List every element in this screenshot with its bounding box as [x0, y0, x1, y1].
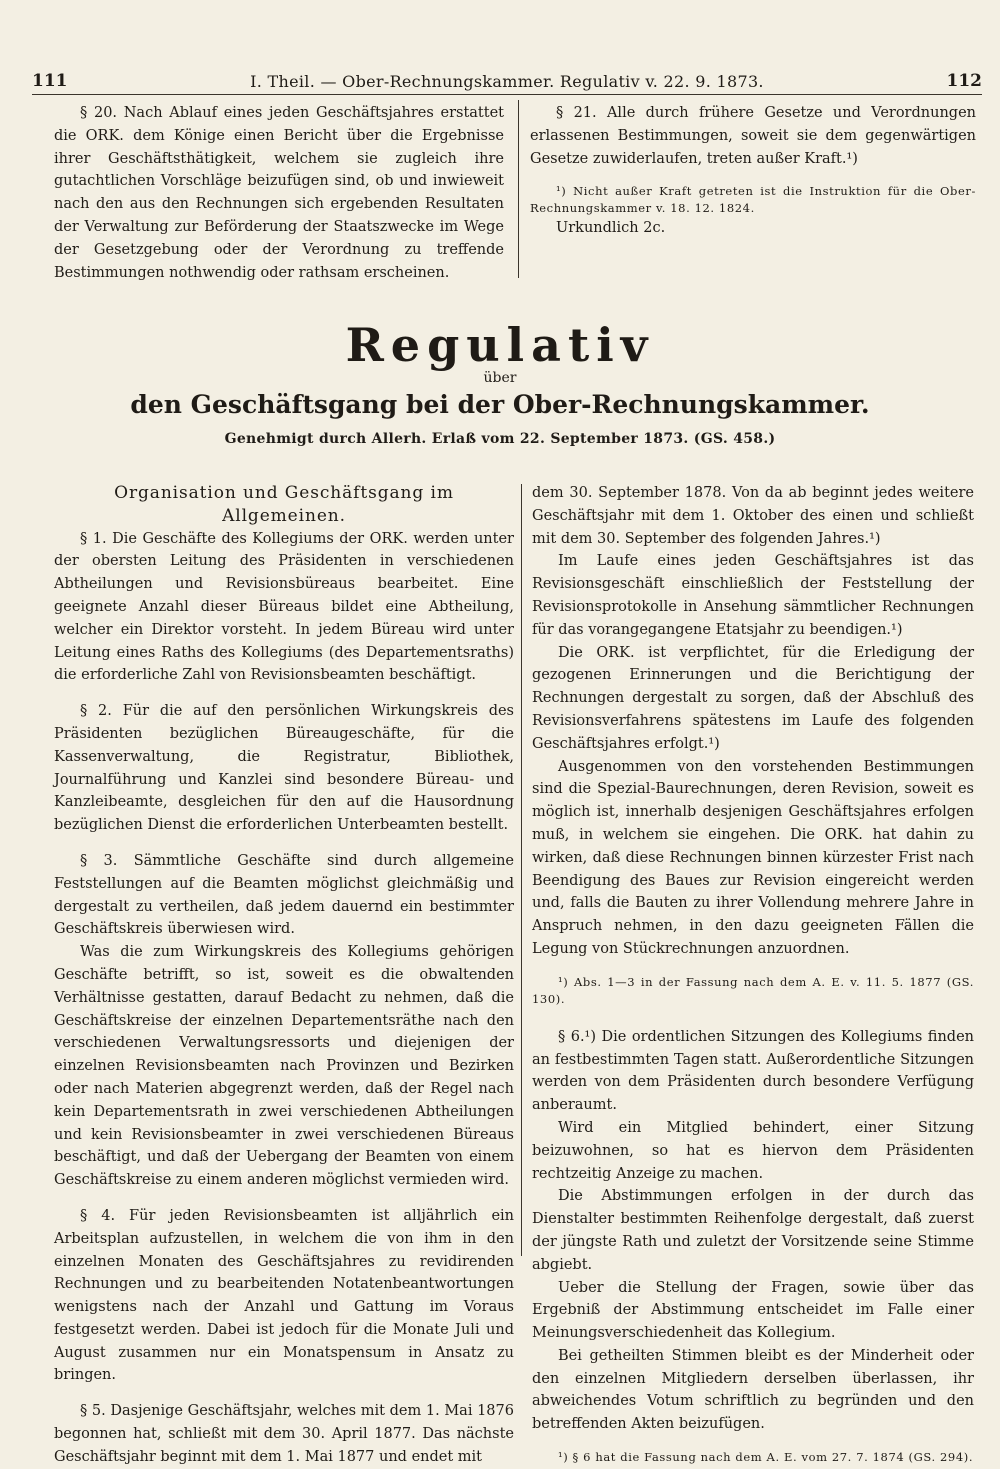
footnote-21: ¹) Nicht außer Kraft getreten ist die Instruktion für die Ober-Rechnungskammer v. 18. 12. 1824.	[530, 184, 976, 216]
page-header	[32, 66, 982, 96]
document-title-block	[0, 318, 1000, 450]
main-right-column	[532, 482, 974, 1466]
column-divider-main	[521, 484, 522, 1256]
paragraph-6-d: Ueber die Stellung der Fragen, sowie über das Ergebniß der Abstimmung entscheidet im Falle einer Meinungsverschiedenheit das Kollegium.	[532, 1279, 974, 1342]
paragraph-5-b: Im Laufe eines jeden Geschäftsjahres ist das Revisionsgeschäft einschließlich der Feststellung der Revisionsprotokolle in Ansehung sämmtlicher Rechnungen für das vorangegangene Etatsjahr zu beendigen.¹)	[532, 553, 974, 638]
paragraph-6-e: Bei getheilten Stimmen bleibt es der Minderheit oder den einzelnen Mitgliedern derselben überlassen, ihr abweichendes Votum schriftlich zu begründen und den betreffenden Akten beizufügen.	[532, 1347, 974, 1433]
paragraph-1: § 1. Die Geschäfte des Kollegiums der ORK. werden unter der obersten Leitung des Präsidenten in verschiedenen Abtheilungen und Revisionsbüreaus bearbeitet. Eine geeignete Anzahl dieser Büreaus bildet eine Abtheilung, welcher ein Direktor vorsteht. In jedem Büreau wird unter Leitung eines Raths des Kollegiums (des Departementsraths) die erforderliche Zahl von Revisionsbeamten beschäftigt.	[54, 530, 514, 684]
document-title: Regulativ	[345, 318, 655, 372]
running-title: I. Theil. — Ober-Rechnungskammer. Regulativ v. 22. 9. 1873.	[250, 71, 764, 91]
section-heading: Organisation und Geschäftsgang im Allgemeinen.	[114, 483, 454, 526]
paragraph-3-cont: Was die zum Wirkungskreis des Kollegiums gehörigen Geschäfte betrifft, so ist, soweit es die obwaltenden Verhältnisse gestatten, darauf Bedacht zu nehmen, daß die Geschäftskreise der einzelnen Departementsräthe nach den verschiedenen Verwaltungsressorts und diejenigen der einzelnen Revisionsbeamten nach Provinzen und Bezirken oder nach Materien abgegrenzt werden, daß der Regel nach kein Departementsrath in zwei verschiedenen Abtheilungen und kein Revisionsbeamter in zwei verschiedenen Büreaus beschäftigt, und daß der Uebergang der Beamten von einem Geschäftskreise zu einem anderen möglichst vermieden wird.	[54, 944, 514, 1189]
closing-formula: Urkundlich 2c.	[556, 220, 666, 237]
paragraph-3: § 3. Sämmtliche Geschäfte sind durch allgemeine Feststellungen auf die Beamten möglichst gleichmäßig und dergestalt zu vertheilen, daß jedem dauernd ein bestimmter Geschäftskreis überwiesen wird.	[54, 852, 514, 938]
document-subtitle: den Geschäftsgang bei der Ober-Rechnungskammer.	[130, 390, 870, 419]
top-left-column	[54, 102, 504, 284]
paragraph-4: § 4. Für jeden Revisionsbeamten ist alljährlich ein Arbeitsplan aufzustellen, in welchem die von ihm in den einzelnen Monaten des Geschäftsjahres zu revidirenden Rechnungen und zu bearbeitenden Notatenbeantwortungen wenigstens nach der Anzahl und Gattung im Voraus festgesetzt werden. Dabei ist jedoch für die Monate Juli und August zusammen nur ein Monatspensum in Ansatz zu bringen.	[54, 1207, 514, 1384]
paragraph-5-d: Ausgenommen von den vorstehenden Bestimmungen sind die Spezial-Baurechnungen, deren Revision, soweit es möglich ist, innerhalb desjenigen Geschäftsjahres erfolgen muß, in welchem sie eingehen. Die ORK. hat dahin zu wirken, daß diese Rechnungen binnen kürzester Frist nach Beendigung des Baues zur Revision eingereicht werden und, falls die Bauten zu ihrer Vollendung mehrere Jahre in Anspruch nehmen, in den dazu geeigneten Fällen die Legung von Stückrechnungen anzuordnen.	[532, 758, 974, 957]
paragraph-6-c: Die Abstimmungen erfolgen in der durch das Dienstalter bestimmten Reihenfolge dergestalt, daß zuerst der jüngste Rath und zuletzt der Vorsitzende seine Stimme abgiebt.	[532, 1188, 974, 1273]
title-connector: über	[483, 370, 517, 386]
header-rule	[32, 94, 982, 95]
paragraph-2: § 2. Für die auf den persönlichen Wirkungskreis des Präsidenten bezüglichen Büreaugeschäfte, für die Kassenverwaltung, die Registratur, Bibliothek, Journalführung und Kanzlei sind besondere Büreau- und Kanzleibeamte, desgleichen für den auf die Hausordnung bezüglichen Dienst die erforderlichen Unterbeamten bestellt.	[54, 703, 514, 834]
top-right-column	[530, 102, 976, 240]
column-divider-top	[518, 100, 519, 278]
page-number-right: 112	[946, 71, 982, 91]
page-number-left: 111	[32, 71, 68, 91]
paragraph-21: § 21. Alle durch frühere Gesetze und Verordnungen erlassenen Bestimmungen, soweit sie dem gegenwärtigen Gesetze zuwiderlaufen, treten außer Kraft.¹)	[530, 105, 976, 167]
paragraph-20: § 20. Nach Ablauf eines jeden Geschäftsjahres erstattet die ORK. dem Könige einen Bericht über die Ergebnisse ihrer Geschäftsthätigkeit, welchem sie zugleich ihre gutachtlichen Vorschläge beizufügen sind, ob und inwieweit nach den aus den Rechnungen sich ergebenden Resultaten der Verwaltung zur Beförderung der Staatszwecke im Wege der Gesetzgebung oder der Verordnung zu treffende Bestimmungen nothwendig oder rathsam erscheinen.	[54, 105, 504, 281]
paragraph-5: § 5. Dasjenige Geschäftsjahr, welches mit dem 1. Mai 1876 begonnen hat, schließt mit dem 30. April 1877. Das nächste Geschäftsjahr beginnt mit dem 1. Mai 1877 und endet mit	[54, 1403, 514, 1465]
approval-line: Genehmigt durch Allerh. Erlaß vom 22. September 1873. (GS. 458.)	[224, 431, 776, 447]
paragraph-5-c: Die ORK. ist verpflichtet, für die Erledigung der gezogenen Erinnerungen und die Berichtigung der Rechnungen dergestalt zu sorgen, daß der Abschluß des Revisionsverfahrens spätestens im Laufe des folgenden Geschäftsjahres erfolgt.¹)	[532, 644, 974, 752]
main-left-column	[54, 482, 514, 1469]
footnote-5: ¹) Abs. 1—3 in der Fassung nach dem A. E. v. 11. 5. 1877 (GS. 130).	[532, 974, 974, 1006]
paragraph-6: § 6.¹) Die ordentlichen Sitzungen des Kollegiums finden an festbestimmten Tagen statt. Außerordentliche Sitzungen werden von dem Präsidenten durch besondere Verfügung anberaumt.	[532, 1028, 974, 1114]
footnote-6: ¹) § 6 hat die Fassung nach dem A. E. vom 27. 7. 1874 (GS. 294).	[558, 1450, 974, 1465]
paragraph-5-cont: dem 30. September 1878. Von da ab beginnt jedes weitere Geschäftsjahr mit dem 1. Oktober des einen und schließt mit dem 30. September des folgenden Jahres.¹)	[532, 485, 974, 547]
paragraph-6-b: Wird ein Mitglied behindert, einer Sitzung beizuwohnen, so hat es hiervon dem Präsidenten rechtzeitig Anzeige zu machen.	[532, 1119, 974, 1182]
